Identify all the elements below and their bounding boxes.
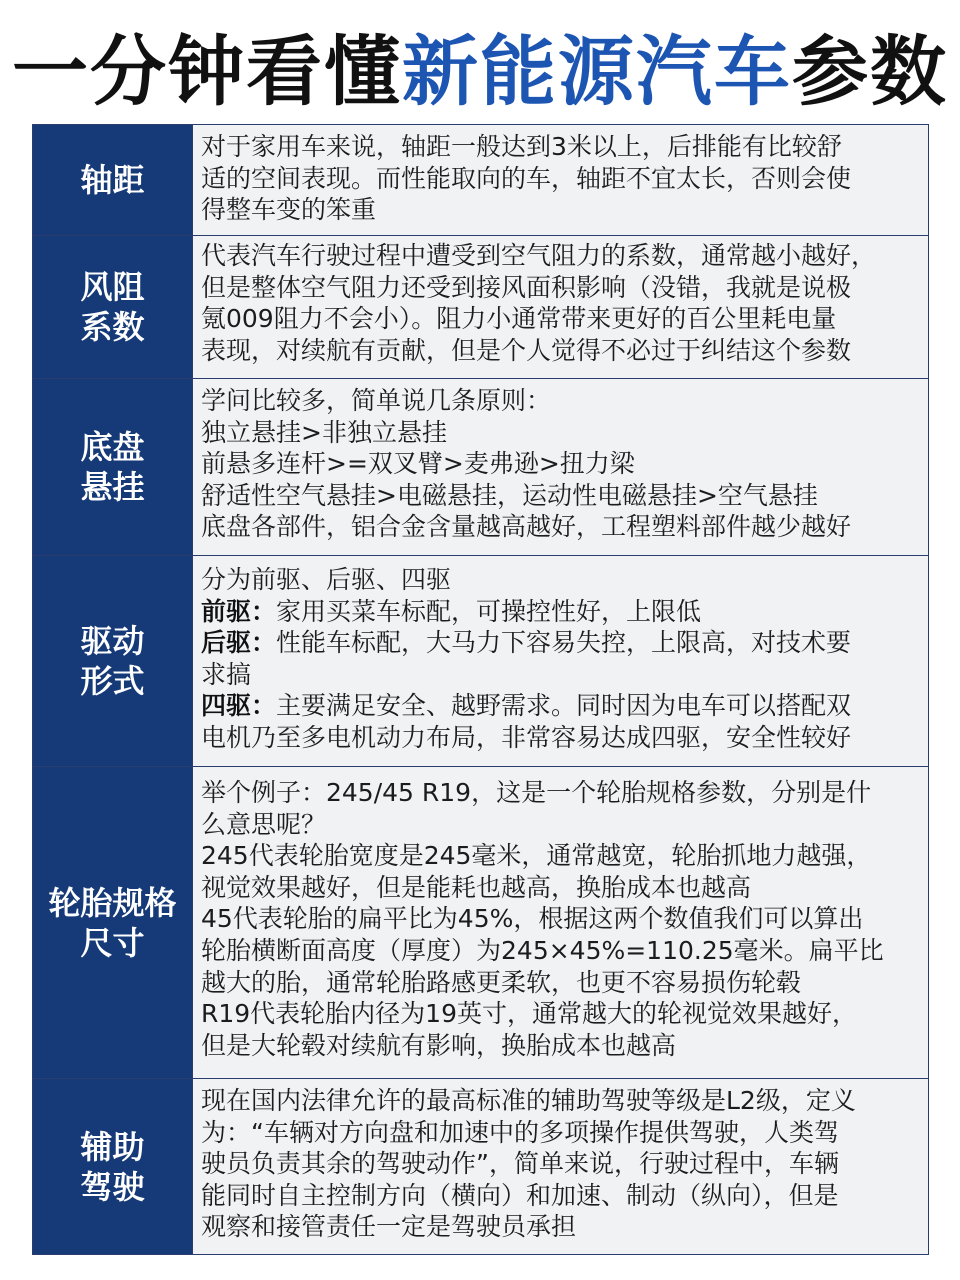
description-line bbox=[201, 417, 920, 449]
row-description bbox=[201, 240, 920, 366]
description-line bbox=[201, 163, 920, 195]
row-label-line: 悬挂 bbox=[80, 468, 145, 506]
row-label-line: 轴距 bbox=[80, 161, 145, 199]
description-text: 轮胎横断面高度（厚度）为245×45%=110.25毫米。扁平比 bbox=[201, 935, 884, 965]
description-text: 对于家用车来说，轴距一般达到3米以上，后排能有比较舒 bbox=[201, 132, 842, 161]
title-part-highlight: 新能源汽车 bbox=[402, 27, 792, 116]
description-text: R19代表轮胎内径为19英寸，通常越大的轮视觉效果越好， bbox=[201, 999, 857, 1029]
row-label-line: 驱动 bbox=[80, 622, 145, 660]
description-line bbox=[201, 1117, 920, 1149]
description-text: 越大的胎，通常轮胎路感更柔软，也更不容易损伤轮毂 bbox=[201, 967, 802, 997]
description-line bbox=[201, 1030, 920, 1062]
table-row bbox=[33, 1079, 928, 1254]
drive-type-term: 前驱： bbox=[201, 596, 277, 626]
description-line bbox=[201, 840, 920, 872]
description-text: 舒适性空气悬挂>电磁悬挂，运动性电磁悬挂>空气悬挂 bbox=[201, 480, 818, 510]
description-text: 底盘各部件，铝合金含量越高越好，工程塑料部件越少越好 bbox=[201, 512, 852, 542]
description-line bbox=[201, 903, 920, 935]
description-line bbox=[201, 1180, 920, 1212]
drive-type-term: 四驱： bbox=[201, 691, 277, 721]
description-line bbox=[201, 872, 920, 904]
description-text: 视觉效果越好，但是能耗也越高，换胎成本也越高 bbox=[201, 872, 752, 902]
description-line bbox=[201, 627, 920, 659]
description-line bbox=[201, 564, 920, 596]
description-line bbox=[201, 511, 920, 543]
description-line bbox=[201, 194, 920, 226]
description-text: 学问比较多，简单说几条原则： bbox=[201, 386, 552, 415]
description-line bbox=[201, 777, 920, 809]
description-line bbox=[201, 272, 920, 304]
row-label-line: 系数 bbox=[80, 308, 145, 346]
row-label-line: 尺寸 bbox=[80, 923, 145, 962]
row-label-line: 辅助 bbox=[80, 1127, 145, 1166]
description-line bbox=[201, 131, 920, 163]
row-label-line: 底盘 bbox=[80, 428, 145, 466]
row-description bbox=[201, 777, 920, 1061]
description-line bbox=[201, 480, 920, 512]
page-title bbox=[0, 22, 960, 122]
description-line bbox=[201, 240, 920, 272]
description-text: 前悬多连杆>=双叉臂>麦弗逊>扭力梁 bbox=[201, 449, 635, 479]
description-text: 独立悬挂>非独立悬挂 bbox=[201, 417, 447, 447]
row-label bbox=[33, 379, 193, 555]
description-line bbox=[201, 809, 920, 841]
description-text: 求搞 bbox=[201, 659, 252, 689]
table-row bbox=[33, 556, 928, 767]
description-text: 主要满足安全、越野需求。同时因为电车可以搭配双 bbox=[276, 691, 852, 721]
parameter-table bbox=[32, 124, 929, 1255]
description-text: 适的空间表现。而性能取向的车，轴距不宜太长，否则会使 bbox=[201, 163, 852, 193]
description-line bbox=[201, 448, 920, 480]
description-line bbox=[201, 303, 920, 335]
description-line bbox=[201, 335, 920, 367]
description-text: 但是整体空气阻力还受到接风面积影响（没错，我就是说极 bbox=[201, 272, 852, 302]
description-text: 45代表轮胎的扁平比为45%，根据这两个数值我们可以算出 bbox=[201, 904, 864, 934]
table-row bbox=[33, 379, 928, 556]
description-text: 电机乃至多电机动力布局，非常容易达成四驱，安全性较好 bbox=[201, 722, 852, 752]
description-line bbox=[201, 967, 920, 999]
row-label-line: 风阻 bbox=[80, 268, 145, 306]
description-text: 代表汽车行驶过程中遭受到空气阻力的系数，通常越小越好， bbox=[201, 241, 877, 270]
description-text: 性能车标配，大马力下容易失控，上限高，对技术要 bbox=[276, 628, 852, 658]
row-label bbox=[33, 1079, 193, 1254]
description-text: 245代表轮胎宽度是245毫米，通常越宽，轮胎抓地力越强， bbox=[201, 841, 872, 871]
row-description bbox=[201, 131, 920, 226]
row-label bbox=[33, 767, 193, 1078]
row-description bbox=[201, 385, 920, 543]
description-text: 家用买菜车标配，可操控性好，上限低 bbox=[276, 596, 702, 626]
description-line bbox=[201, 1148, 920, 1180]
description-line bbox=[201, 998, 920, 1030]
description-text: 但是大轮毂对续航有影响，换胎成本也越高 bbox=[201, 1030, 677, 1060]
description-line bbox=[201, 596, 920, 628]
row-label-line: 形式 bbox=[80, 662, 145, 700]
description-line bbox=[201, 1085, 920, 1117]
description-text: 观察和接管责任一定是驾驶员承担 bbox=[201, 1212, 577, 1242]
description-line bbox=[201, 1211, 920, 1243]
table-row bbox=[33, 767, 928, 1079]
table-row bbox=[33, 236, 928, 379]
drive-type-term: 后驱： bbox=[201, 628, 277, 658]
description-line bbox=[201, 659, 920, 691]
title-part-1: 一分钟看懂 bbox=[12, 27, 402, 116]
description-text: 举个例子：245/45 R19，这是一个轮胎规格参数，分别是什 bbox=[201, 778, 872, 807]
row-label-line: 驾驶 bbox=[80, 1167, 145, 1206]
description-text: 表现，对续航有贡献，但是个人觉得不必过于纠结这个参数 bbox=[201, 335, 852, 365]
description-text: 能同时自主控制方向（横向）和加速、制动（纵向），但是 bbox=[201, 1180, 839, 1210]
description-text: 现在国内法律允许的最高标准的辅助驾驶等级是L2级，定义 bbox=[201, 1086, 856, 1115]
description-text: 为：“车辆对方向盘和加速中的多项操作提供驾驶，人类驾 bbox=[201, 1117, 839, 1147]
description-line bbox=[201, 385, 920, 417]
row-label-line: 轮胎规格 bbox=[48, 883, 177, 922]
description-line bbox=[201, 722, 920, 754]
description-text: 得整车变的笨重 bbox=[201, 195, 377, 225]
table-row bbox=[33, 125, 928, 236]
description-line bbox=[201, 935, 920, 967]
description-text: 么意思呢？ bbox=[201, 809, 327, 839]
row-label bbox=[33, 125, 193, 235]
row-description bbox=[201, 1085, 920, 1243]
row-label bbox=[33, 236, 193, 378]
row-description bbox=[201, 564, 920, 754]
description-text: 驶员负责其余的驾驶动作”，简单来说，行驶过程中，车辆 bbox=[201, 1149, 839, 1179]
description-text: 分为前驱、后驱、四驱 bbox=[201, 565, 452, 594]
description-text: 氪009阻力不会小）。阻力小通常带来更好的百公里耗电量 bbox=[201, 304, 837, 334]
row-label bbox=[33, 556, 193, 766]
title-part-3: 参数 bbox=[792, 27, 948, 116]
description-line bbox=[201, 690, 920, 722]
